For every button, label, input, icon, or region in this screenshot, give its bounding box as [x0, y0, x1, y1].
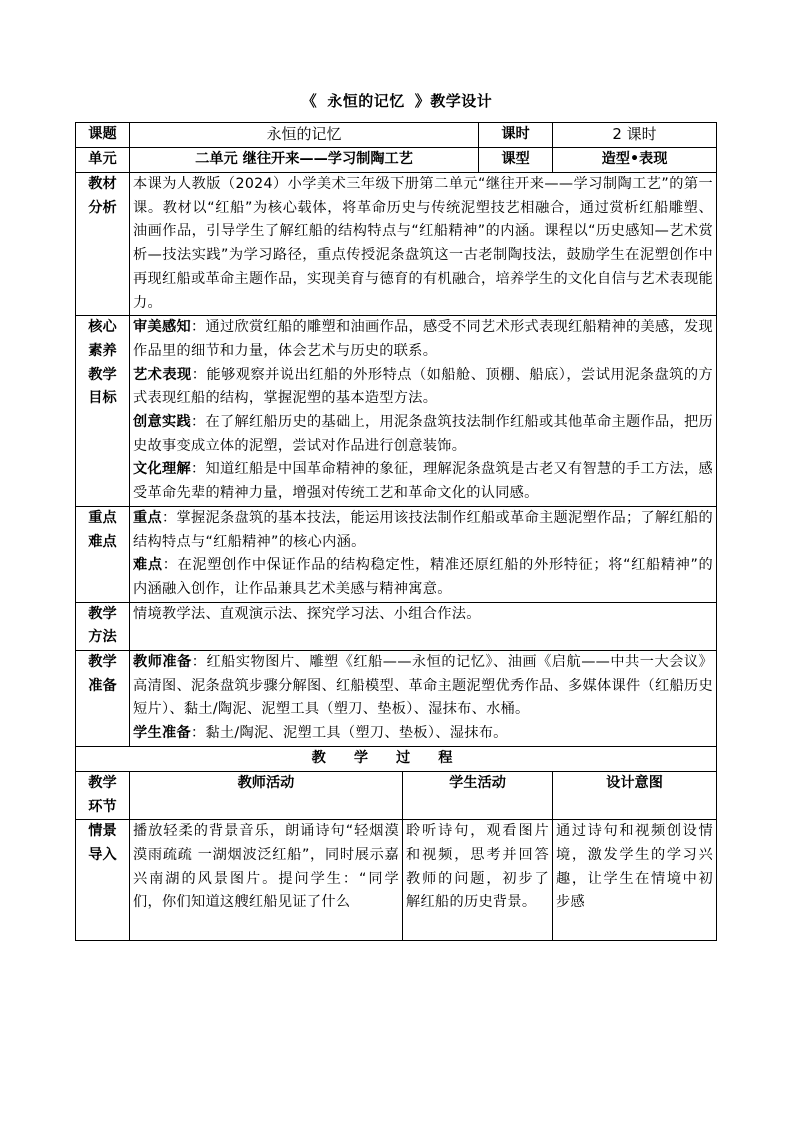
prep-student-sep: ： — [190, 725, 206, 742]
prep-label-line1: 教学 — [88, 654, 117, 671]
document-title — [0, 90, 794, 111]
keypoint-focus-key: 重点 — [133, 509, 162, 526]
goal-practice-key: 创意实践 — [133, 414, 191, 431]
row-process-title — [76, 746, 717, 771]
goal-aesthetic-key: 审美感知 — [133, 319, 191, 336]
prep-label — [76, 651, 130, 747]
goals-label-line3: 教学 — [88, 366, 117, 383]
goals-label — [76, 316, 130, 507]
methods-label — [76, 602, 130, 650]
keypoints-label — [76, 506, 130, 602]
table-row — [76, 820, 717, 941]
goals-label-line2: 素养 — [88, 342, 117, 359]
keypoints-content — [130, 506, 717, 602]
goal-expression-sep: ： — [191, 366, 207, 383]
goal-aesthetic-sep: ： — [191, 319, 206, 336]
row-prep — [76, 651, 717, 747]
lesson-plan-table — [75, 122, 717, 941]
goals-label-line1: 核心 — [88, 319, 117, 336]
goals-content — [130, 316, 717, 507]
goal-aesthetic — [133, 316, 713, 363]
goal-expression-key: 艺术表现 — [133, 366, 192, 383]
prep-teacher-key: 教师准备 — [133, 654, 192, 671]
goal-culture — [133, 458, 713, 505]
header-student-activity: 学生活动 — [403, 771, 553, 819]
process-title: 教学过程 — [76, 746, 717, 771]
prep-label-line2: 准备 — [88, 677, 117, 694]
student-activity-cell: 聆听诗句，观看图片和视频，思考并回答教师的问题，初步了解红船的历史背景。 — [403, 820, 553, 941]
methods-label-line1: 教学 — [88, 605, 117, 622]
header-teacher-activity: 教师活动 — [130, 771, 403, 819]
period-label: 课时 — [479, 123, 553, 148]
keypoint-focus-sep: ： — [162, 509, 177, 526]
prep-student-key: 学生准备 — [133, 725, 191, 742]
row-unit — [76, 148, 717, 173]
topic-value: 永恒的记忆 — [130, 123, 479, 148]
design-intent-cell: 通过诗句和视频创设情境，激发学生的学习兴趣，让学生在情境中初步感 — [553, 820, 717, 941]
title-main: 永恒的记忆 — [327, 92, 405, 110]
methods-text: 情境教学法、直观演示法、探究学习法、小组合作法。 — [130, 602, 717, 650]
keypoint-difficulty — [133, 554, 713, 601]
row-analysis — [76, 173, 717, 316]
goal-expression-text: 能够观察并说出红船的外形特点（如船舱、顶棚、船底），尝试用泥条盘筑的方式表现红船的结构，掌握泥塑的基本造型方法。 — [133, 366, 714, 407]
period-value: 2 课时 — [553, 123, 717, 148]
keypoint-difficulty-key: 难点 — [133, 557, 163, 574]
header-stage — [76, 771, 130, 819]
prep-teacher — [133, 651, 713, 722]
stage-label — [76, 820, 130, 941]
prep-student-text: 黏土/陶泥、泥塑工具（塑刀、垫板）、湿抹布。 — [205, 725, 508, 742]
title-close: 》教学设计 — [414, 92, 493, 110]
header-stage-line2: 环节 — [88, 798, 117, 815]
topic-label: 课题 — [76, 123, 130, 148]
goal-culture-text: 知道红船是中国革命精神的象征，理解泥条盘筑是古老又有智慧的手工方法，感受革命先辈的精神力量，增强对传统工艺和革命文化的认同感。 — [133, 461, 713, 502]
unit-value: 二单元 继往开来——学习制陶工艺 — [130, 148, 479, 173]
goal-expression — [133, 364, 713, 411]
row-methods — [76, 602, 717, 650]
goal-practice-sep: ： — [191, 414, 206, 431]
analysis-label — [76, 173, 130, 316]
teacher-activity-cell: 播放轻柔的背景音乐，朗诵诗句“轻烟漠漠雨疏疏 一湖烟波泛红船”，同时展示嘉兴南湖的风景图片。提问学生：“同学们，你们知道这艘红船见证了什么 — [130, 820, 403, 941]
row-process-headers — [76, 771, 717, 819]
goal-practice — [133, 411, 713, 458]
keypoint-difficulty-text: 在泥塑创作中保证作品的结构稳定性，精准还原红船的外形特征；将“红船精神”的内涵融入创作，让作品兼具艺术美感与精神寓意。 — [133, 557, 713, 597]
keypoint-focus — [133, 507, 713, 554]
goal-practice-text: 在了解红船历史的基础上，用泥条盘筑技法制作红船或其他革命主题作品，把历史故事变成立体的泥塑，尝试对作品进行创意装饰。 — [133, 414, 713, 454]
stage-label-line1: 情景 — [88, 823, 117, 840]
unit-label: 单元 — [76, 148, 130, 173]
methods-label-line2: 方法 — [88, 629, 117, 646]
prep-student — [133, 722, 713, 746]
analysis-label-line2: 分析 — [88, 199, 117, 216]
analysis-label-line1: 教材 — [88, 176, 117, 192]
type-value: 造型•表现 — [553, 148, 717, 173]
row-goals — [76, 316, 717, 507]
goal-culture-key: 文化理解 — [133, 461, 191, 478]
header-design-intent: 设计意图 — [553, 771, 717, 819]
prep-teacher-text: 红船实物图片、雕塑《红船——永恒的记忆》、油画《启航——中共一大会议》高清图、泥条盘筑步骤分解图、红船模型、革命主题泥塑优秀作品、多媒体课件（红船历史短片）、黏土/陶泥、泥塑工具（塑刀、垫板）、湿抹布、水桶。 — [133, 654, 714, 718]
row-keypoints — [76, 506, 717, 602]
type-label: 课型 — [479, 148, 553, 173]
goal-culture-sep: ： — [191, 461, 206, 478]
stage-label-line2: 导入 — [88, 846, 117, 863]
title-open-bracket: 《 — [301, 92, 318, 110]
goal-aesthetic-text: 通过欣赏红船的雕塑和油画作品，感受不同艺术形式表现红船精神的美感，发现作品里的细节和力量，体会艺术与历史的联系。 — [133, 319, 713, 359]
keypoint-focus-text: 掌握泥条盘筑的基本技法，能运用该技法制作红船或革命主题泥塑作品；了解红船的结构特点与“红船精神”的核心内涵。 — [133, 509, 713, 550]
prep-teacher-sep: ： — [191, 654, 207, 671]
row-topic — [76, 123, 717, 148]
analysis-text: 本课为人教版（2024）小学美术三年级下册第二单元“继往开来——学习制陶工艺”的第一课。教材以“红船”为核心载体，将革命历史与传统泥塑技艺相融合，通过赏析红船雕塑、油画作品，引导学生了解红船的结构特点与“红船精神”的内涵。课程以“历史感知—艺术赏析—技法实践”为学习路径，重点传授泥条盘筑这一古老制陶技法，鼓励学生在泥塑创作中再现红船或革命主题作品，实现美育与德育的有机融合，培养学生的文化自信与艺术表现能力。 — [130, 173, 717, 316]
goals-label-line4: 目标 — [88, 390, 117, 407]
keypoints-label-line2: 难点 — [88, 533, 117, 550]
header-stage-line1: 教学 — [88, 774, 117, 791]
prep-content — [130, 651, 717, 747]
keypoint-difficulty-sep: ： — [162, 557, 178, 574]
keypoints-label-line1: 重点 — [88, 509, 117, 526]
